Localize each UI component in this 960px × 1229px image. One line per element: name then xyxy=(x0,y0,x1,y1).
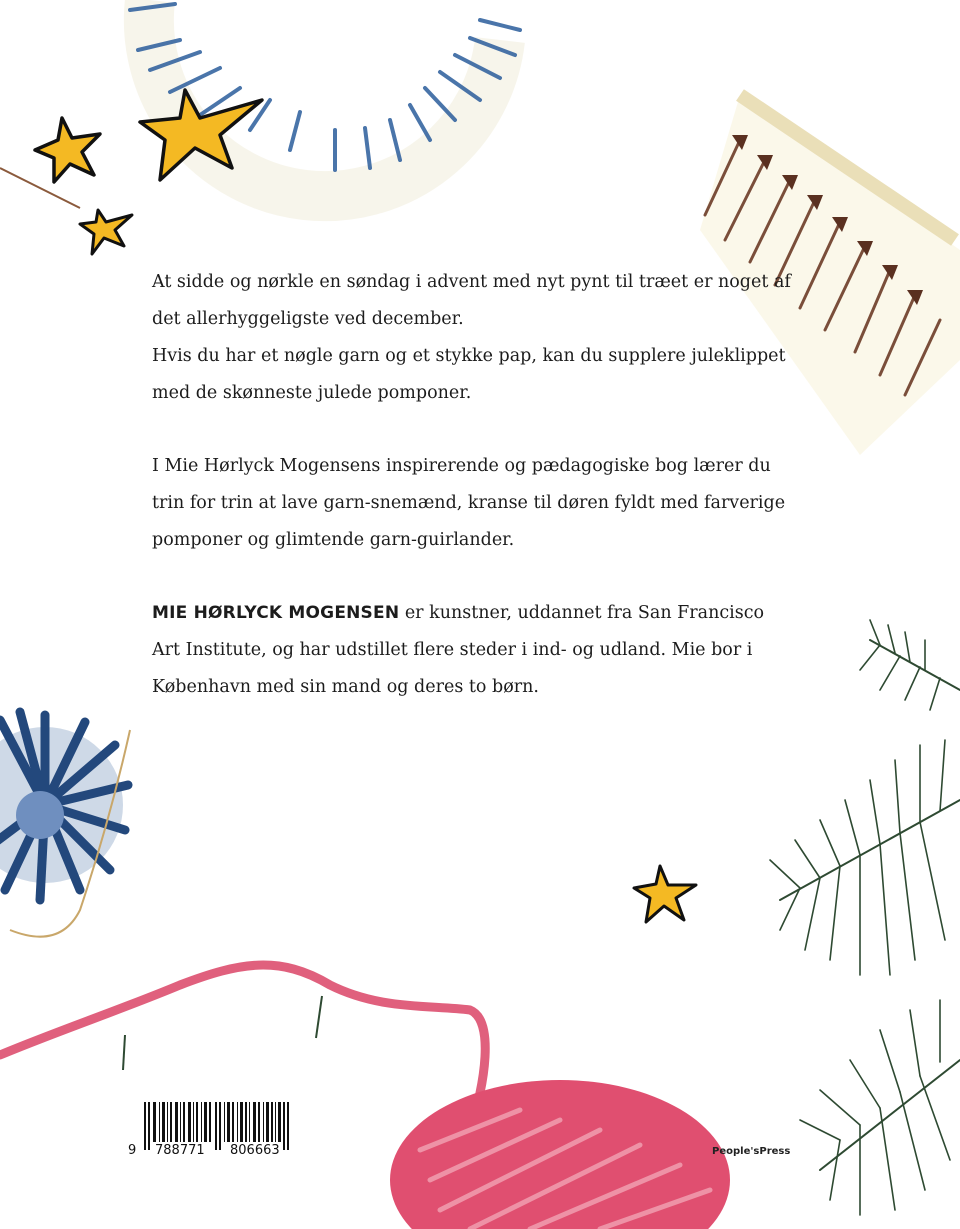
barcode-digits-group1: 788771 xyxy=(155,1143,205,1158)
pink-yarn-illustration xyxy=(0,965,730,1229)
needle-line xyxy=(0,168,80,208)
publisher-logo: People'sPress xyxy=(712,1146,791,1157)
barcode-digit-first: 9 xyxy=(128,1143,137,1158)
star-small-icon xyxy=(80,210,132,254)
author-name: MIE HØRLYCK MOGENSEN xyxy=(152,603,400,623)
back-cover-text xyxy=(152,264,792,706)
intro-sentence-2: Hvis du har et nøgle garn og et stykke pap, kan du supplere juleklippet med de skønneste julede pomponer. xyxy=(152,346,786,403)
pine-branch-illustration xyxy=(770,620,960,1215)
intro-sentence-1: At sidde og nørkle en søndag i advent med nyt pynt til træet er noget af det allerhyggeligste ved december. xyxy=(152,272,791,329)
book-content-paragraph: I Mie Hørlyck Mogensens inspirerende og pædagogiske bog lærer du trin for trin at lave garn-snemænd, kranse til døren fyldt med farverige pomponer og glimtende garn-guirlander. xyxy=(152,456,786,550)
intro-paragraph xyxy=(152,264,792,412)
author-bio: er kunstner, uddannet fra San Francisco Art Institute, og har udstillet flere steder i ind- og udland. Mie bor i København med sin mand og deres to børn. xyxy=(152,603,765,697)
star-tiny-icon xyxy=(634,866,696,922)
blue-pompom-illustration xyxy=(0,712,130,937)
author-paragraph xyxy=(152,595,792,706)
barcode-digits-group2: 806663 xyxy=(230,1143,280,1158)
star-medium-icon xyxy=(35,118,100,182)
